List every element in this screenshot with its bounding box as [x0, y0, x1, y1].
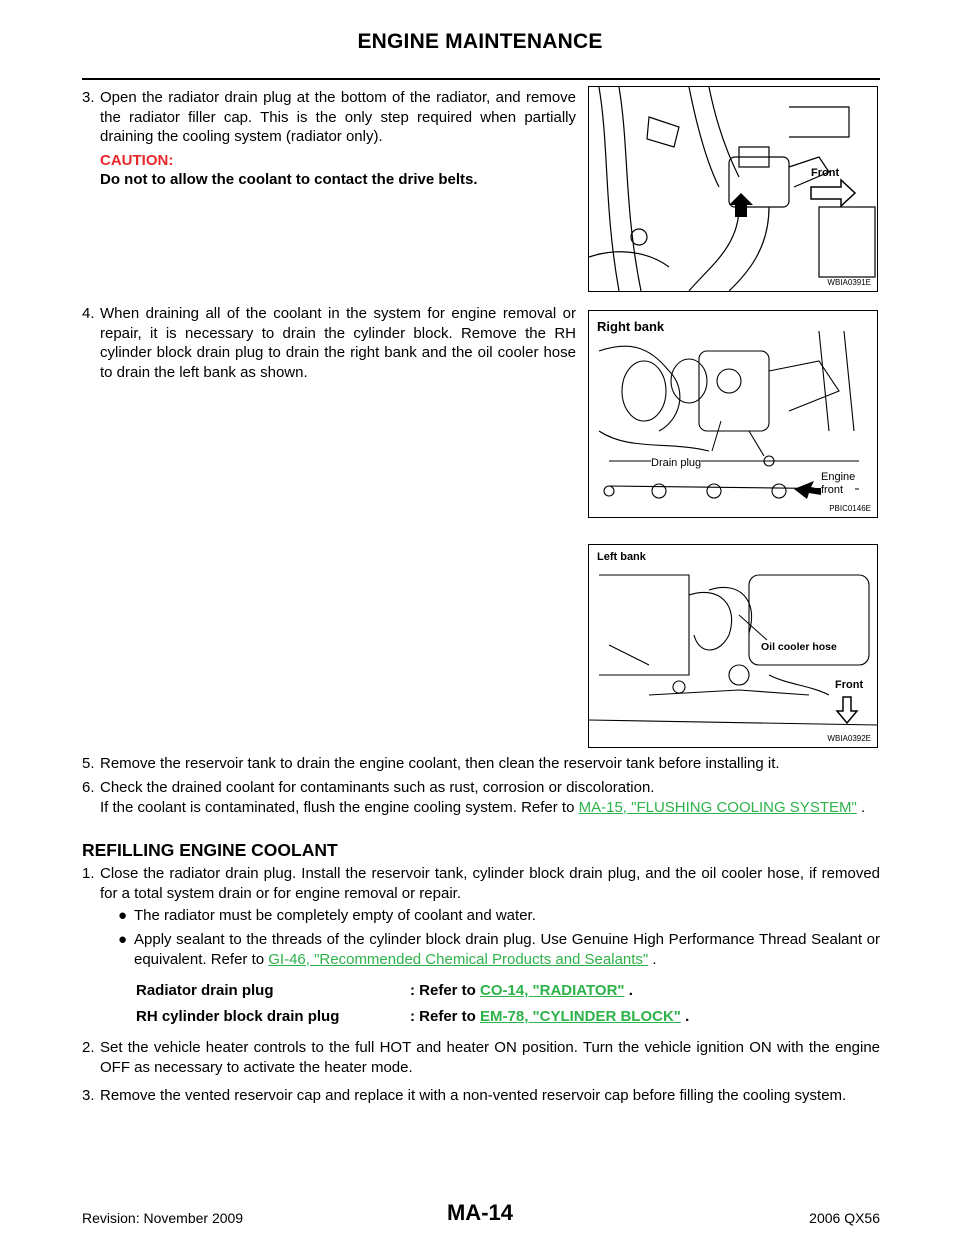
header-rule	[82, 78, 880, 80]
figure-id: PBIC0146E	[829, 504, 871, 513]
spec-ref-radiator: : Refer to CO-14, "RADIATOR" .	[410, 982, 633, 999]
refill-step-1	[82, 864, 880, 903]
drain-step-3	[82, 88, 576, 190]
page-title: ENGINE MAINTENANCE	[357, 30, 603, 53]
step-number: 3.	[82, 89, 95, 106]
footer-page-number: MA-14	[446, 1200, 513, 1225]
drain-step-5	[82, 754, 880, 774]
step-number: 1.	[82, 865, 95, 882]
bullet-icon: ●	[118, 907, 128, 924]
bullet-icon: ●	[118, 931, 128, 948]
refill-bullet-1	[118, 906, 880, 926]
step-text: Close the radiator drain plug. Install the reservoir tank, cylinder block drain plug, and the oil cooler hose, if removed for a total system drain or for engine removal or repair.	[100, 865, 880, 902]
step-text: Check the drained coolant for contaminants such as rust, corrosion or discoloration.	[100, 779, 655, 796]
drain-step-4	[82, 304, 576, 382]
step-number: 4.	[82, 305, 95, 322]
spec-ref-cylinder-block: : Refer to EM-78, "CYLINDER BLOCK" .	[410, 1008, 690, 1025]
caution-label: CAUTION:	[100, 151, 174, 169]
caution-text: Do not to allow the coolant to contact the drive belts.	[100, 171, 478, 188]
engine-front-label: Engine front	[821, 471, 856, 496]
radiator-drain-figure	[588, 86, 878, 292]
left-bank-label: Left bank	[597, 551, 646, 563]
refill-step-3	[82, 1086, 880, 1106]
step-number: 5.	[82, 755, 95, 772]
flushing-cooling-system-link[interactable]: MA-15, "FLUSHING COOLING SYSTEM"	[578, 798, 857, 816]
step-text: When draining all of the coolant in the system for engine removal or repair, it is necessary to drain the cylinder block. Remove the RH cylinder block drain plug to drain the right bank and the oil cooler hose to drain the left bank as shown.	[100, 305, 576, 381]
step-text-continued: If the coolant is contaminated, flush the engine cooling system. Refer to MA-15, "FLUSHING COOLING SYSTEM" .	[100, 798, 866, 816]
step-text: Remove the reservoir tank to drain the engine coolant, then clean the reservoir tank before installing it.	[100, 755, 780, 772]
step-text: Open the radiator drain plug at the bottom of the radiator, and remove the radiator filler cap. This is the only step required when partially draining the cooling system (radiator only).	[100, 89, 576, 145]
footer-model: 2006 QX56	[809, 1210, 880, 1226]
step-text: Remove the vented reservoir cap and replace it with a non-vented reservoir cap before filling the cooling system.	[100, 1087, 847, 1104]
radiator-link[interactable]: CO-14, "RADIATOR"	[480, 982, 625, 999]
figure-id: WBIA0391E	[827, 278, 871, 287]
radiator-drain-illustration	[589, 87, 877, 291]
refill-step-2	[82, 1038, 880, 1077]
left-bank-figure	[588, 544, 878, 748]
step-text: Set the vehicle heater controls to the full HOT and heater ON position. Turn the vehicle ignition ON with the engine OFF as necessary to activate the heater mode.	[100, 1039, 880, 1076]
right-bank-figure	[588, 310, 878, 518]
right-bank-label: Right bank	[597, 319, 665, 334]
step-number: 2.	[82, 1039, 95, 1056]
step-number: 6.	[82, 779, 95, 796]
oil-cooler-hose-label: Oil cooler hose	[761, 641, 837, 653]
step-number: 3.	[82, 1087, 95, 1104]
refill-bullet-2	[118, 930, 880, 969]
drain-plug-label: Drain plug	[651, 457, 702, 469]
footer-revision: Revision: November 2009	[82, 1210, 244, 1226]
section-title: REFILLING ENGINE COOLANT	[82, 840, 338, 860]
front-label: Front	[811, 167, 840, 179]
drain-step-6	[82, 778, 880, 817]
spec-label-radiator-drain-plug: Radiator drain plug	[136, 982, 274, 999]
figure-id: WBIA0392E	[827, 734, 871, 743]
bullet-text: Apply sealant to the threads of the cylinder block drain plug. Use Genuine High Performance Thread Sealant or equivalent. Refer to GI-46, "Recommended Chemical Products and Sealants" .	[134, 931, 880, 968]
recommended-chemical-products-link[interactable]: GI-46, "Recommended Chemical Products and Sealants"	[268, 950, 649, 968]
front-label: Front	[835, 679, 864, 691]
bullet-text: The radiator must be completely empty of coolant and water.	[134, 907, 536, 924]
cylinder-block-link[interactable]: EM-78, "CYLINDER BLOCK"	[480, 1008, 681, 1025]
spec-label-rh-cylinder-block-drain-plug: RH cylinder block drain plug	[136, 1008, 340, 1025]
